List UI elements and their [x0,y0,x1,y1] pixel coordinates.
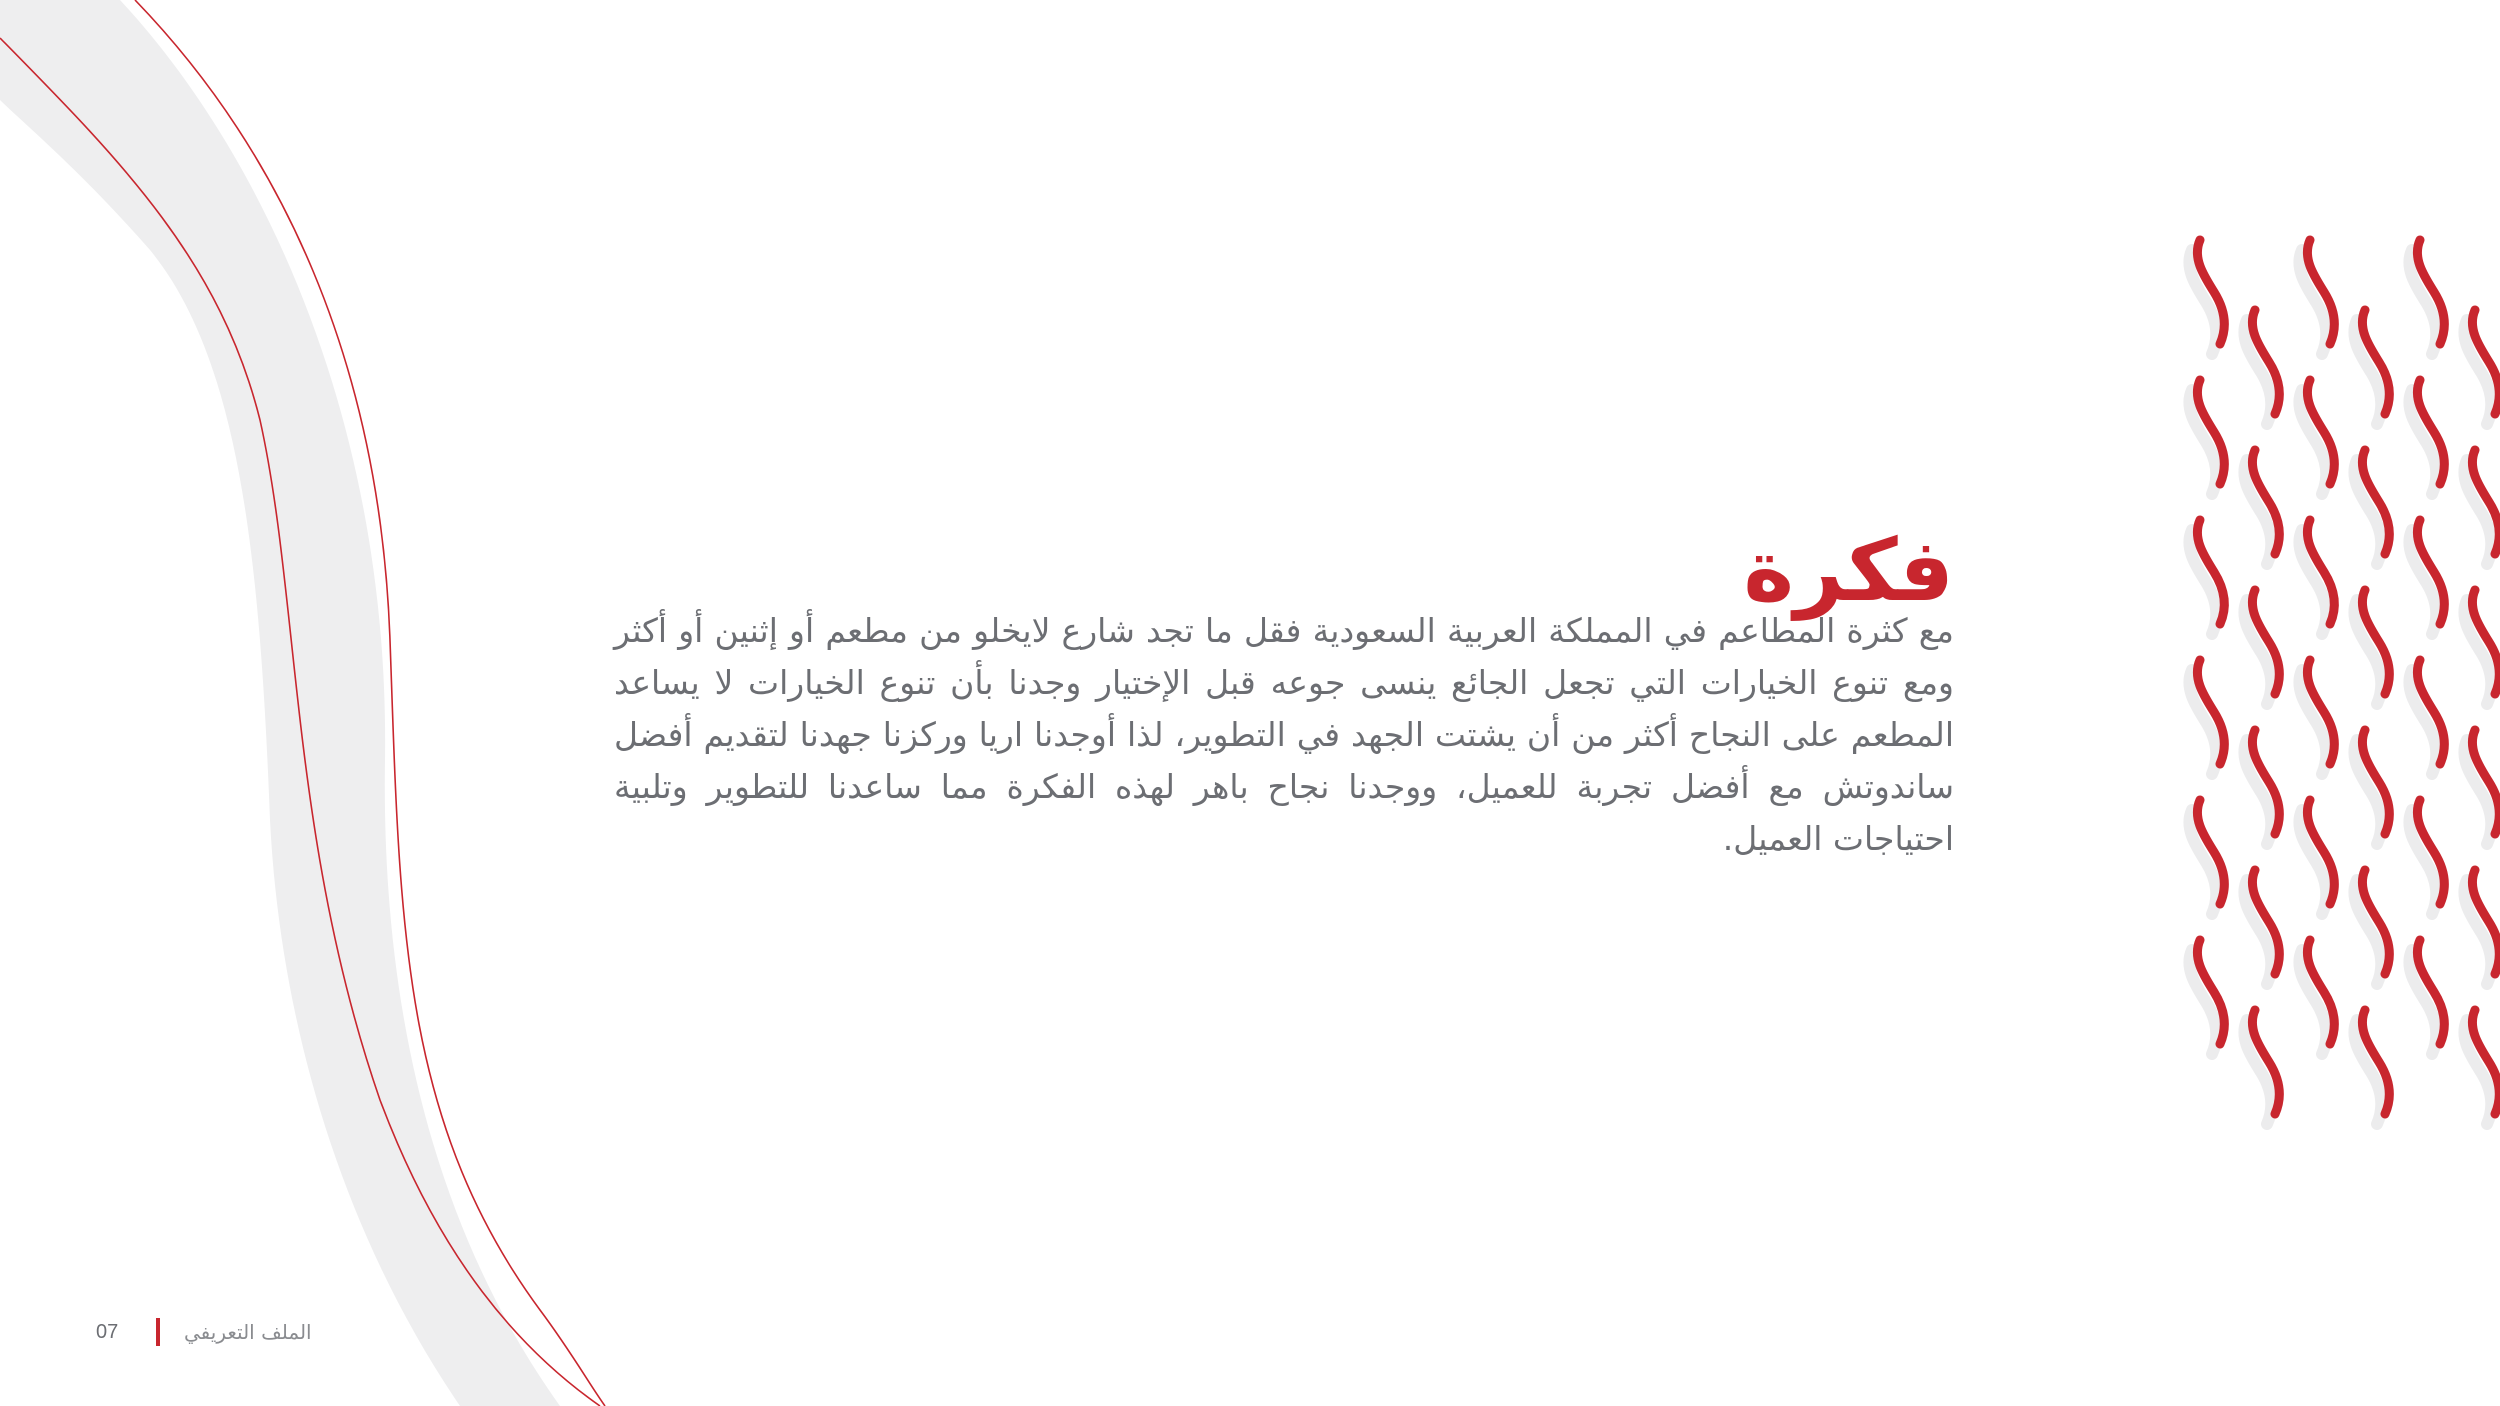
left-wave-decoration [0,0,640,1406]
right-squiggle-pattern [2160,220,2500,1180]
page-number: 07 [96,1320,119,1343]
left-gray-wave [0,0,560,1406]
slide-body-text: مع كثرة المطاعم في المملكة العربية السعودية فقل ما تجد شارع لايخلو من مطعم أو إثنين أو أكثر ومع تنوع الخيارات التي تجعل الجائع ينسى جوعه قبل الإختيار وجدنا بأن تنوع الخيارات لا يساعد المطعم على النجاح أكثر من أن يشتت الجهد في التطوير، لذا أوجدنا اريا وركزنا جهدنا لتقديم أفضل ساندوتش مع أفضل تجربة للعميل، ووجدنا نجاح باهر لهذه الفكرة مما ساعدنا للتطوير وتلبية احتياجات العميل. [614,611,1954,858]
footer [96,1316,312,1348]
footer-label: الملف التعريفي [184,1320,312,1344]
slide-title: فكرة [1743,521,1954,621]
footer-divider [156,1318,160,1346]
